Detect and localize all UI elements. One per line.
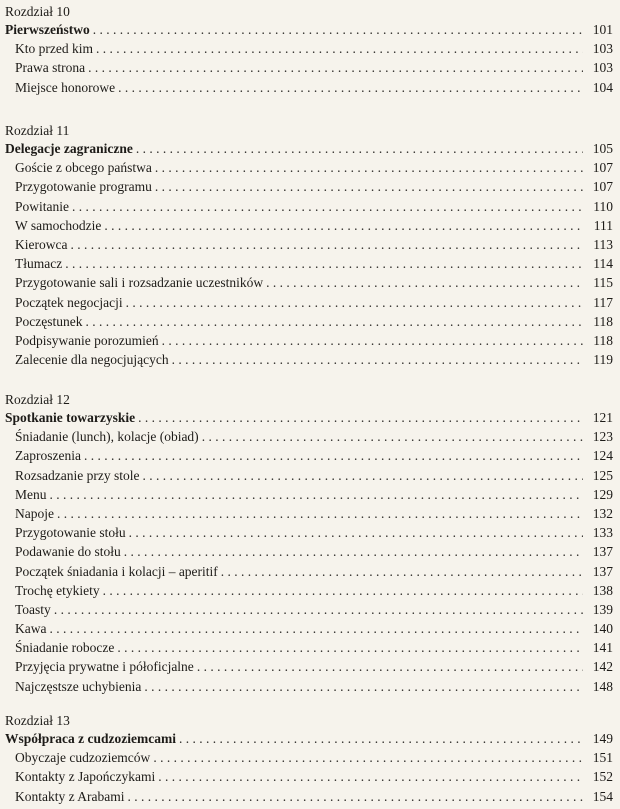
chapter-13 bbox=[5, 712, 613, 806]
entry-page: 117 bbox=[593, 294, 613, 310]
dot-leader bbox=[50, 485, 584, 504]
entry-title: Przygotowanie stołu bbox=[15, 525, 126, 541]
toc-entry bbox=[5, 485, 613, 504]
entry-page: 123 bbox=[592, 429, 613, 445]
entry-page: 107 bbox=[592, 160, 613, 176]
entry-title: Rozsadzanie przy stole bbox=[15, 467, 140, 483]
toc-entry bbox=[5, 466, 613, 485]
dot-leader bbox=[142, 466, 583, 485]
dot-leader bbox=[88, 58, 583, 77]
entry-page: 119 bbox=[593, 352, 613, 368]
entry-title: Kawa bbox=[15, 621, 47, 637]
entry-title: Spotkanie towarzyskie bbox=[5, 410, 136, 425]
entry-page: 114 bbox=[593, 256, 613, 272]
entry-title: Delegacje zagraniczne bbox=[5, 141, 133, 156]
toc-entry bbox=[5, 787, 613, 806]
toc-entry bbox=[5, 638, 613, 657]
entry-page: 124 bbox=[592, 448, 613, 464]
entry-title: Miejsce honorowe bbox=[15, 79, 116, 95]
chapter-label: Rozdział 12 bbox=[5, 392, 70, 407]
chapter-12 bbox=[5, 391, 613, 696]
toc-entry bbox=[5, 293, 613, 312]
dot-leader bbox=[155, 177, 583, 196]
dot-leader bbox=[172, 350, 583, 369]
toc-entry-section bbox=[5, 729, 613, 748]
dot-leader bbox=[85, 312, 583, 331]
entry-page: 121 bbox=[592, 410, 613, 425]
toc-entry bbox=[5, 331, 613, 350]
entry-title: Trochę etykiety bbox=[15, 582, 100, 598]
entry-page: 148 bbox=[592, 678, 613, 694]
dot-leader bbox=[96, 39, 583, 58]
entry-page: 103 bbox=[592, 60, 613, 76]
toc-entry bbox=[5, 619, 613, 638]
entry-title: Początek śniadania i kolacji – aperitif bbox=[15, 563, 218, 579]
toc-entry bbox=[5, 427, 613, 446]
entry-page: 137 bbox=[592, 544, 613, 560]
entry-page: 149 bbox=[592, 731, 613, 746]
entry-page: 133 bbox=[592, 525, 613, 541]
toc-entry bbox=[5, 446, 613, 465]
entry-title: Napoje bbox=[15, 505, 54, 521]
entry-page: 118 bbox=[593, 332, 613, 348]
toc-entry bbox=[5, 39, 613, 58]
entry-page: 111 bbox=[593, 217, 613, 233]
dot-leader bbox=[136, 139, 583, 158]
chapter-label: Rozdział 10 bbox=[5, 4, 70, 19]
dot-leader bbox=[84, 446, 583, 465]
entry-title: Najczęstsze uchybienia bbox=[15, 678, 142, 694]
toc-entry-section bbox=[5, 20, 613, 39]
toc-entry bbox=[5, 542, 613, 561]
entry-title: Zalecenie dla negocjujących bbox=[15, 352, 169, 368]
entry-title: Toasty bbox=[15, 601, 51, 617]
entry-title: Kontakty z Japończykami bbox=[15, 769, 156, 785]
entry-title: Tłumacz bbox=[15, 256, 63, 272]
entry-title: Przygotowanie programu bbox=[15, 179, 152, 195]
entry-title: Początek negocjacji bbox=[15, 294, 123, 310]
entry-page: 129 bbox=[592, 486, 613, 502]
dot-leader bbox=[124, 542, 583, 561]
dot-leader bbox=[104, 216, 583, 235]
dot-leader bbox=[65, 254, 583, 273]
entry-page: 152 bbox=[592, 769, 613, 785]
entry-page: 141 bbox=[592, 640, 613, 656]
entry-title: Współpraca z cudzoziemcami bbox=[5, 731, 176, 746]
entry-page: 138 bbox=[592, 582, 613, 598]
entry-page: 140 bbox=[592, 621, 613, 637]
entry-page: 151 bbox=[592, 750, 613, 766]
entry-title: Przygotowanie sali i rozsadzanie uczestników bbox=[15, 275, 264, 291]
dot-leader bbox=[57, 504, 583, 523]
chapter-10 bbox=[5, 3, 613, 97]
toc-entry-section bbox=[5, 408, 613, 427]
dot-leader bbox=[93, 20, 583, 39]
entry-page: 154 bbox=[592, 788, 613, 804]
entry-page: 132 bbox=[592, 505, 613, 521]
entry-page: 142 bbox=[592, 659, 613, 675]
chapter-11 bbox=[5, 122, 613, 369]
toc-entry bbox=[5, 748, 613, 767]
dot-leader bbox=[221, 562, 583, 581]
toc-entry bbox=[5, 254, 613, 273]
entry-title: Podpisywanie porozumień bbox=[15, 332, 159, 348]
dot-leader bbox=[126, 293, 583, 312]
entry-title: Kontakty z Arabami bbox=[15, 788, 125, 804]
entry-page: 113 bbox=[593, 236, 613, 252]
entry-page: 107 bbox=[592, 179, 613, 195]
toc-entry bbox=[5, 235, 613, 254]
entry-page: 101 bbox=[592, 22, 613, 37]
entry-page: 105 bbox=[592, 141, 613, 156]
entry-title: Poczęstunek bbox=[15, 313, 83, 329]
dot-leader bbox=[202, 427, 583, 446]
dot-leader bbox=[155, 158, 583, 177]
toc-entry bbox=[5, 312, 613, 331]
chapter-label: Rozdział 13 bbox=[5, 713, 70, 728]
toc-entry bbox=[5, 767, 613, 786]
entry-page: 103 bbox=[592, 41, 613, 57]
entry-title: Podawanie do stołu bbox=[15, 544, 121, 560]
toc-entry bbox=[5, 523, 613, 542]
dot-leader bbox=[179, 729, 583, 748]
toc-entry bbox=[5, 216, 613, 235]
toc-entry-section bbox=[5, 139, 613, 158]
toc-entry bbox=[5, 58, 613, 77]
entry-title: W samochodzie bbox=[15, 217, 102, 233]
entry-page: 110 bbox=[593, 198, 613, 214]
entry-title: Zaproszenia bbox=[15, 448, 81, 464]
entry-title: Pierwszeństwo bbox=[5, 22, 90, 37]
entry-title: Śniadanie (lunch), kolacje (obiad) bbox=[15, 429, 199, 445]
entry-title: Menu bbox=[15, 486, 47, 502]
toc-entry bbox=[5, 177, 613, 196]
entry-title: Obyczaje cudzoziemców bbox=[15, 750, 151, 766]
entry-title: Kto przed kim bbox=[15, 41, 93, 57]
dot-leader bbox=[127, 787, 583, 806]
toc-entry bbox=[5, 600, 613, 619]
chapter-label: Rozdział 11 bbox=[5, 123, 70, 138]
dot-leader bbox=[162, 331, 583, 350]
dot-leader bbox=[70, 235, 583, 254]
entry-page: 115 bbox=[593, 275, 613, 291]
entry-title: Goście z obcego państwa bbox=[15, 160, 152, 176]
dot-leader bbox=[103, 581, 583, 600]
entry-page: 125 bbox=[592, 467, 613, 483]
dot-leader bbox=[158, 767, 583, 786]
entry-title: Śniadanie robocze bbox=[15, 640, 115, 656]
toc-entry bbox=[5, 158, 613, 177]
dot-leader bbox=[197, 657, 583, 676]
entry-title: Prawa strona bbox=[15, 60, 86, 76]
dot-leader bbox=[138, 408, 583, 427]
toc-entry bbox=[5, 562, 613, 581]
toc-entry bbox=[5, 657, 613, 676]
dot-leader bbox=[118, 78, 583, 97]
toc-entry bbox=[5, 504, 613, 523]
dot-leader bbox=[153, 748, 583, 767]
entry-title: Kierowca bbox=[15, 236, 68, 252]
toc-entry bbox=[5, 581, 613, 600]
dot-leader bbox=[49, 619, 583, 638]
entry-page: 139 bbox=[592, 601, 613, 617]
entry-title: Przyjęcia prywatne i półoficjalne bbox=[15, 659, 194, 675]
toc-entry bbox=[5, 197, 613, 216]
dot-leader bbox=[72, 197, 583, 216]
entry-title: Powitanie bbox=[15, 198, 69, 214]
toc-entry bbox=[5, 78, 613, 97]
entry-page: 118 bbox=[593, 313, 613, 329]
dot-leader bbox=[54, 600, 583, 619]
dot-leader bbox=[117, 638, 583, 657]
toc-entry bbox=[5, 677, 613, 696]
toc-entry bbox=[5, 273, 613, 292]
entry-page: 137 bbox=[592, 563, 613, 579]
toc-entry bbox=[5, 350, 613, 369]
dot-leader bbox=[144, 677, 583, 696]
dot-leader bbox=[129, 523, 583, 542]
dot-leader bbox=[266, 273, 583, 292]
entry-page: 104 bbox=[592, 79, 613, 95]
